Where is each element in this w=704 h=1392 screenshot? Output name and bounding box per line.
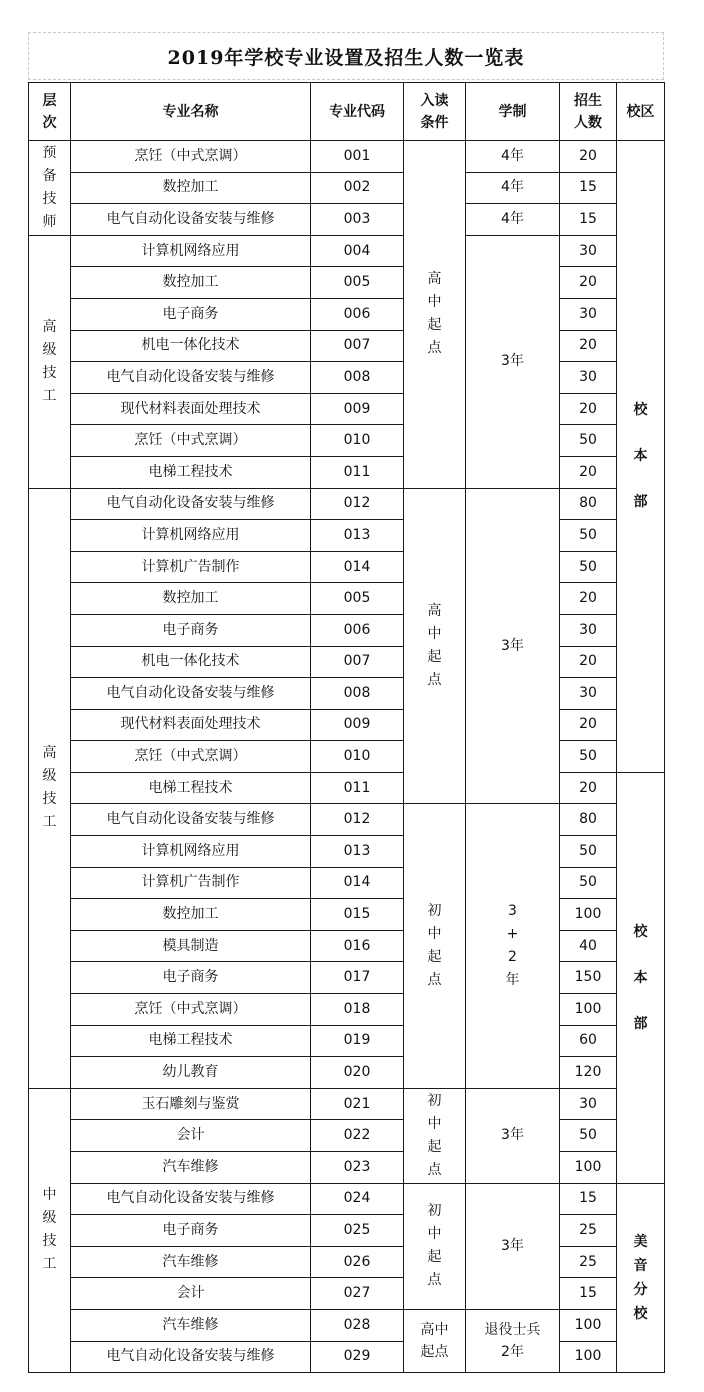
major-code-cell[interactable]: 011	[311, 772, 404, 804]
enrollment-count-cell[interactable]: 100	[560, 899, 617, 931]
enrollment-count-cell[interactable]: 25	[560, 1215, 617, 1247]
duration-cell[interactable]: 3年	[466, 488, 560, 804]
enrollment-count-cell[interactable]: 30	[560, 678, 617, 710]
vertical-text: 高中起点	[427, 603, 442, 688]
table-row	[29, 899, 665, 931]
header-campus[interactable]: 校区	[617, 83, 665, 141]
enrollment-count-cell[interactable]: 30	[560, 298, 617, 330]
vertical-text: 高中起点	[427, 271, 442, 357]
enrollment-count-cell[interactable]: 120	[560, 1057, 617, 1089]
table-row	[29, 520, 665, 552]
major-name-cell[interactable]: 汽车维修	[71, 1309, 311, 1341]
major-name-cell[interactable]: 电子商务	[71, 614, 311, 646]
duration-cell[interactable]	[466, 1309, 560, 1372]
major-name-cell[interactable]: 汽车维修	[71, 1152, 311, 1184]
enrollment-count-cell[interactable]: 100	[560, 1341, 617, 1373]
major-name-cell[interactable]: 电气自动化设备安装与维修	[71, 204, 311, 236]
major-name-cell[interactable]: 汽车维修	[71, 1246, 311, 1278]
header-level[interactable]: 层次	[29, 83, 71, 141]
vertical-text: 校本部	[633, 402, 648, 511]
enrollment-count-cell[interactable]: 25	[560, 1246, 617, 1278]
major-name-cell[interactable]: 幼儿教育	[71, 1057, 311, 1089]
vertical-text: 初中起点	[427, 1092, 442, 1178]
header-major-code[interactable]: 专业代码	[311, 83, 404, 141]
table-row	[29, 1341, 665, 1373]
major-name-cell[interactable]: 模具制造	[71, 930, 311, 962]
major-name-cell[interactable]: 电气自动化设备安装与维修	[71, 488, 311, 520]
enrollment-count-cell[interactable]: 15	[560, 204, 617, 236]
major-name-cell[interactable]: 现代材料表面处理技术	[71, 393, 311, 425]
major-code-cell[interactable]: 027	[311, 1278, 404, 1310]
table-row	[29, 1152, 665, 1184]
enrollment-count-cell[interactable]: 20	[560, 267, 617, 299]
header-major-name[interactable]: 专业名称	[71, 83, 311, 141]
enrollment-count-cell[interactable]: 20	[560, 646, 617, 678]
major-code-cell[interactable]: 025	[311, 1215, 404, 1247]
entry-condition-cell[interactable]	[404, 141, 466, 489]
table-row	[29, 330, 665, 362]
duration-cell[interactable]: 3年	[466, 1088, 560, 1183]
table-row	[29, 1215, 665, 1247]
major-code-cell[interactable]: 010	[311, 425, 404, 457]
enrollment-count-cell[interactable]: 50	[560, 1120, 617, 1152]
table-row	[29, 393, 665, 425]
enrollment-count-cell[interactable]: 20	[560, 141, 617, 173]
entry-condition-cell[interactable]	[404, 1309, 466, 1372]
header-enrollment[interactable]: 招生人数	[560, 83, 617, 141]
enrollment-count-cell[interactable]: 30	[560, 1088, 617, 1120]
table-row	[29, 614, 665, 646]
spreadsheet-page	[28, 32, 664, 1370]
major-code-cell[interactable]: 022	[311, 1120, 404, 1152]
major-code-cell[interactable]: 024	[311, 1183, 404, 1215]
table-row	[29, 867, 665, 899]
entry-condition-cell[interactable]	[404, 488, 466, 804]
major-code-cell[interactable]: 012	[311, 804, 404, 836]
major-name-cell[interactable]: 计算机网络应用	[71, 235, 311, 267]
major-name-cell[interactable]: 数控加工	[71, 583, 311, 615]
enrollment-count-cell[interactable]: 50	[560, 867, 617, 899]
major-name-cell[interactable]: 计算机广告制作	[71, 867, 311, 899]
major-name-cell[interactable]: 电气自动化设备安装与维修	[71, 678, 311, 710]
major-name-cell[interactable]: 玉石雕刻与鉴赏	[71, 1088, 311, 1120]
level-cell[interactable]	[29, 1088, 71, 1372]
table-row	[29, 1025, 665, 1057]
major-code-cell[interactable]: 007	[311, 330, 404, 362]
duration-cell[interactable]: 3年	[466, 235, 560, 488]
major-name-cell[interactable]: 现代材料表面处理技术	[71, 709, 311, 741]
campus-cell[interactable]	[617, 772, 665, 1183]
major-name-cell[interactable]: 电梯工程技术	[71, 1025, 311, 1057]
table-row	[29, 362, 665, 394]
major-name-cell[interactable]: 电子商务	[71, 1215, 311, 1247]
major-name-cell[interactable]: 会计	[71, 1120, 311, 1152]
major-name-cell[interactable]: 烹饪（中式烹调）	[71, 741, 311, 773]
enrollment-count-cell[interactable]: 50	[560, 551, 617, 583]
duration-cell[interactable]: 3年	[466, 1183, 560, 1309]
enrollment-count-cell[interactable]: 20	[560, 772, 617, 804]
major-code-cell[interactable]: 001	[311, 141, 404, 173]
enrollment-count-cell[interactable]: 100	[560, 1309, 617, 1341]
table-row	[29, 646, 665, 678]
enrollment-count-cell[interactable]: 15	[560, 1278, 617, 1310]
major-code-cell[interactable]: 026	[311, 1246, 404, 1278]
major-name-cell[interactable]: 烹饪（中式烹调）	[71, 141, 311, 173]
enrollment-count-cell[interactable]: 20	[560, 709, 617, 741]
major-code-cell[interactable]: 016	[311, 930, 404, 962]
major-code-cell[interactable]: 005	[311, 267, 404, 299]
table-row	[29, 141, 665, 173]
entry-condition-cell[interactable]	[404, 1183, 466, 1309]
enrollment-count-cell[interactable]: 80	[560, 488, 617, 520]
table-row	[29, 267, 665, 299]
table-row	[29, 836, 665, 868]
major-name-cell[interactable]: 电气自动化设备安装与维修	[71, 804, 311, 836]
table-row	[29, 772, 665, 804]
enrollment-count-cell[interactable]: 15	[560, 172, 617, 204]
major-code-cell[interactable]: 018	[311, 994, 404, 1026]
vertical-text: 中级技工	[42, 1187, 57, 1273]
major-code-cell[interactable]: 019	[311, 1025, 404, 1057]
vertical-text: 3+2年	[505, 903, 520, 989]
major-name-cell[interactable]: 电气自动化设备安装与维修	[71, 1341, 311, 1373]
table-row	[29, 425, 665, 457]
major-name-cell[interactable]: 电气自动化设备安装与维修	[71, 1183, 311, 1215]
vertical-text: 高级技工	[42, 745, 57, 831]
enrollment-count-cell[interactable]: 50	[560, 425, 617, 457]
major-code-cell[interactable]: 009	[311, 393, 404, 425]
major-code-cell[interactable]: 006	[311, 298, 404, 330]
major-code-cell[interactable]: 006	[311, 614, 404, 646]
enrollment-count-cell[interactable]: 50	[560, 741, 617, 773]
major-code-cell[interactable]: 013	[311, 836, 404, 868]
major-name-cell[interactable]: 会计	[71, 1278, 311, 1310]
header-row	[29, 83, 665, 141]
vertical-text: 初中起点	[427, 903, 442, 989]
enrollment-count-cell[interactable]: 20	[560, 583, 617, 615]
vertical-text: 校本部	[633, 923, 648, 1032]
enrollment-count-cell[interactable]: 20	[560, 456, 617, 488]
level-cell[interactable]	[29, 141, 71, 236]
duration-cell[interactable]: 4年	[466, 172, 560, 204]
major-code-cell[interactable]: 005	[311, 583, 404, 615]
major-name-cell[interactable]: 电气自动化设备安装与维修	[71, 362, 311, 394]
header-duration[interactable]: 学制	[466, 83, 560, 141]
enrollment-count-cell[interactable]: 30	[560, 235, 617, 267]
major-name-cell[interactable]: 机电一体化技术	[71, 330, 311, 362]
enrollment-count-cell[interactable]: 100	[560, 994, 617, 1026]
major-name-cell[interactable]: 烹饪（中式烹调）	[71, 994, 311, 1026]
major-code-cell[interactable]: 028	[311, 1309, 404, 1341]
entry-condition-cell[interactable]	[404, 1088, 466, 1183]
major-code-cell[interactable]: 009	[311, 709, 404, 741]
table-row	[29, 456, 665, 488]
page-title: 2019年学校专业设置及招生人数一览表	[167, 46, 525, 69]
major-code-cell[interactable]: 007	[311, 646, 404, 678]
enrollment-count-cell[interactable]: 80	[560, 804, 617, 836]
condition-text: 高中起点	[420, 1321, 449, 1360]
major-code-cell[interactable]: 020	[311, 1057, 404, 1089]
table-row	[29, 741, 665, 773]
table-row	[29, 1309, 665, 1341]
table-row	[29, 930, 665, 962]
table-row	[29, 1183, 665, 1215]
vertical-text: 初中起点	[427, 1203, 442, 1289]
major-name-cell[interactable]: 计算机网络应用	[71, 520, 311, 552]
table-row	[29, 551, 665, 583]
table-row	[29, 235, 665, 267]
major-code-cell[interactable]: 021	[311, 1088, 404, 1120]
major-code-cell[interactable]: 008	[311, 362, 404, 394]
major-code-cell[interactable]: 029	[311, 1341, 404, 1373]
major-name-cell[interactable]: 电子商务	[71, 298, 311, 330]
enrollment-count-cell[interactable]: 50	[560, 836, 617, 868]
duration-text: 退役士兵2年	[484, 1322, 541, 1361]
enrollment-count-cell[interactable]: 30	[560, 614, 617, 646]
vertical-text: 高级技工	[42, 318, 57, 404]
major-code-cell[interactable]: 017	[311, 962, 404, 994]
enrollment-count-cell[interactable]: 40	[560, 930, 617, 962]
major-code-cell[interactable]: 011	[311, 456, 404, 488]
enrollment-count-cell[interactable]: 30	[560, 362, 617, 394]
vertical-text: 美音分校	[633, 1233, 648, 1322]
entry-condition-cell[interactable]	[404, 804, 466, 1088]
table-row	[29, 298, 665, 330]
major-code-cell[interactable]: 003	[311, 204, 404, 236]
table-row	[29, 962, 665, 994]
table-row	[29, 1088, 665, 1120]
enrollment-count-cell[interactable]: 15	[560, 1183, 617, 1215]
major-name-cell[interactable]: 烹饪（中式烹调）	[71, 425, 311, 457]
table-row	[29, 678, 665, 710]
enrollment-count-cell[interactable]: 60	[560, 1025, 617, 1057]
table-row	[29, 804, 665, 836]
table-row	[29, 1120, 665, 1152]
major-code-cell[interactable]: 004	[311, 235, 404, 267]
table-row	[29, 488, 665, 520]
title-cell[interactable]	[28, 32, 664, 80]
header-entry-condition[interactable]: 入读条件	[404, 83, 466, 141]
level-cell[interactable]	[29, 235, 71, 488]
duration-cell[interactable]: 4年	[466, 204, 560, 236]
major-name-cell[interactable]: 机电一体化技术	[71, 646, 311, 678]
duration-cell[interactable]: 4年	[466, 141, 560, 173]
enrollment-table	[28, 82, 665, 1373]
table-row	[29, 1246, 665, 1278]
table-row	[29, 994, 665, 1026]
level-cell[interactable]	[29, 488, 71, 1088]
major-name-cell[interactable]: 数控加工	[71, 172, 311, 204]
campus-cell[interactable]	[617, 1183, 665, 1373]
major-name-cell[interactable]: 数控加工	[71, 899, 311, 931]
table-row	[29, 172, 665, 204]
major-name-cell[interactable]: 电梯工程技术	[71, 456, 311, 488]
campus-cell[interactable]	[617, 141, 665, 773]
enrollment-count-cell[interactable]: 20	[560, 393, 617, 425]
enrollment-count-cell[interactable]: 50	[560, 520, 617, 552]
major-code-cell[interactable]: 002	[311, 172, 404, 204]
major-code-cell[interactable]: 013	[311, 520, 404, 552]
major-code-cell[interactable]: 015	[311, 899, 404, 931]
table-row	[29, 709, 665, 741]
major-code-cell[interactable]: 014	[311, 551, 404, 583]
major-name-cell[interactable]: 电梯工程技术	[71, 772, 311, 804]
vertical-text: 预备技师	[42, 144, 57, 230]
enrollment-count-cell[interactable]: 150	[560, 962, 617, 994]
major-name-cell[interactable]: 电子商务	[71, 962, 311, 994]
table-row	[29, 1278, 665, 1310]
major-code-cell[interactable]: 008	[311, 678, 404, 710]
table-row	[29, 204, 665, 236]
major-code-cell[interactable]: 012	[311, 488, 404, 520]
major-code-cell[interactable]: 010	[311, 741, 404, 773]
table-row	[29, 1057, 665, 1089]
enrollment-count-cell[interactable]: 20	[560, 330, 617, 362]
table-row	[29, 583, 665, 615]
major-name-cell[interactable]: 计算机广告制作	[71, 551, 311, 583]
duration-cell[interactable]	[466, 804, 560, 1088]
major-name-cell[interactable]: 数控加工	[71, 267, 311, 299]
major-code-cell[interactable]: 023	[311, 1152, 404, 1184]
enrollment-count-cell[interactable]: 100	[560, 1152, 617, 1184]
major-code-cell[interactable]: 014	[311, 867, 404, 899]
major-name-cell[interactable]: 计算机网络应用	[71, 836, 311, 868]
